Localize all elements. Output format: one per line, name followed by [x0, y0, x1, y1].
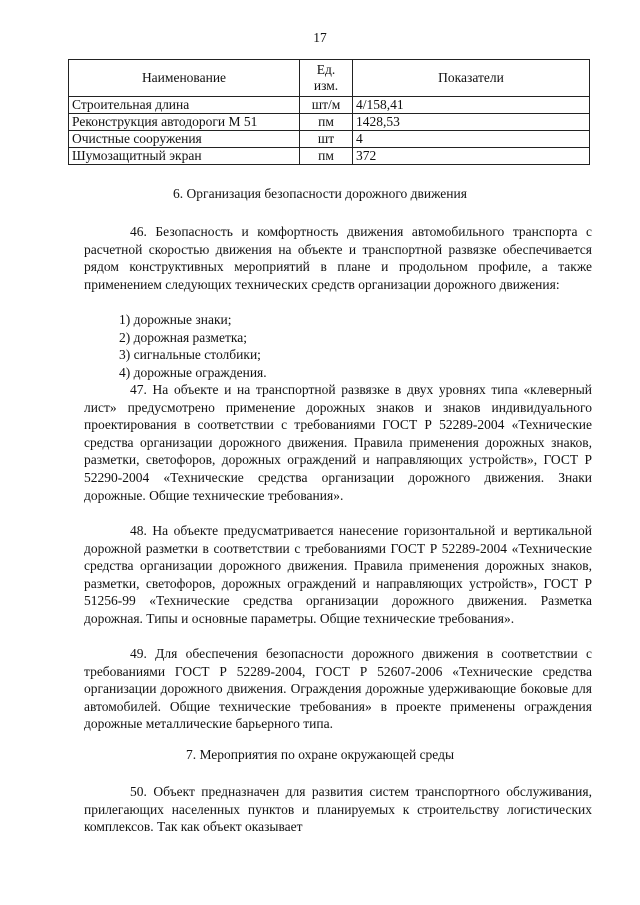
page-number: 17 [313, 30, 327, 45]
indicators-table [68, 59, 590, 165]
section-6-title: 6. Организация безопасности дорожного движения [173, 186, 467, 201]
row-unit: шт/м [300, 97, 353, 114]
section-7-title: 7. Мероприятия по охране окружающей среды [185, 747, 455, 762]
measures-list [119, 311, 589, 381]
header-unit-line2: изм. [313, 78, 339, 93]
table-header-row [69, 60, 590, 97]
list-item: 3) сигнальные столбики; [119, 347, 261, 363]
table-row [69, 114, 590, 131]
paragraph-50: 50. Объект предназначен для развития систем транспортного обслуживания, прилегающих населенных пунктов и планируемых к строительству логистических комплексов. Так как объект оказывает [84, 784, 592, 835]
row-value: 372 [353, 148, 590, 165]
row-value: 4/158,41 [353, 97, 590, 114]
header-value: Показатели [353, 60, 590, 97]
header-unit [300, 60, 353, 97]
row-value: 4 [353, 131, 590, 148]
list-item: 4) дорожные ограждения. [119, 364, 267, 380]
row-value: 1428,53 [353, 114, 590, 131]
row-name: Шумозащитный экран [69, 148, 300, 165]
paragraph-46: 46. Безопасность и комфортность движения автомобильного транспорта с расчетной скоростью движения на объекте и транспортной развязке обеспечивается рядом конструктивных мероприятий в плане и продольном профиле, а также применением следующих технических средств организации дорожного движения: [84, 224, 592, 292]
row-name: Реконструкция автодороги М 51 [69, 114, 300, 131]
row-name: Очистные сооружения [69, 131, 300, 148]
paragraph-49: 49. Для обеспечения безопасности дорожного движения в соответствии с требованиями ГОСТ Р 52289-2004, ГОСТ Р 52607-2006 «Технические средства организации дорожного движения. Ограждения дорожные удерживающие боковые для автомобилей. Общие технические требования» в проекте применены ограждения дорожные металлические барьерного типа. [84, 646, 592, 732]
list-item: 2) дорожная разметка; [119, 329, 247, 345]
list-item: 1) дорожные знаки; [119, 312, 232, 327]
header-name: Наименование [69, 60, 300, 97]
row-unit: шт [300, 131, 353, 148]
table-row [69, 131, 590, 148]
row-name: Строительная длина [69, 97, 300, 114]
table-row [69, 97, 590, 114]
paragraph-47: 47. На объекте и на транспортной развязке в двух уровнях типа «клеверный лист» предусмотрено применение дорожных знаков и знаков индивидуального проектирования в соответствии с требованиями ГОСТ Р 52289-2004 «Технические средства организации дорожного движения. Правила применения дорожных знаков, разметки, светофоров, дорожных ограждений и направляющих устройств», ГОСТ Р 52290-2004 «Технические средства организации дорожного движения. Знаки дорожные. Общие технические требования». [84, 382, 592, 503]
paragraph-48: 48. На объекте предусматривается нанесение горизонтальной и вертикальной дорожной разметки в соответствии с требованиями ГОСТ Р 52289-2004 «Технические средства организации дорожного движения. Правила применения дорожных знаков, разметки, светофоров, дорожных ограждений и направляющих устройств», ГОСТ Р 51256-99 «Технические средства организации дорожного движения. Разметка дорожная. Типы и основные параметры. Общие технические требования». [84, 523, 592, 626]
header-unit-line1: Ед. [316, 62, 336, 77]
table-row [69, 148, 590, 165]
row-unit: пм [300, 148, 353, 165]
row-unit: пм [300, 114, 353, 131]
